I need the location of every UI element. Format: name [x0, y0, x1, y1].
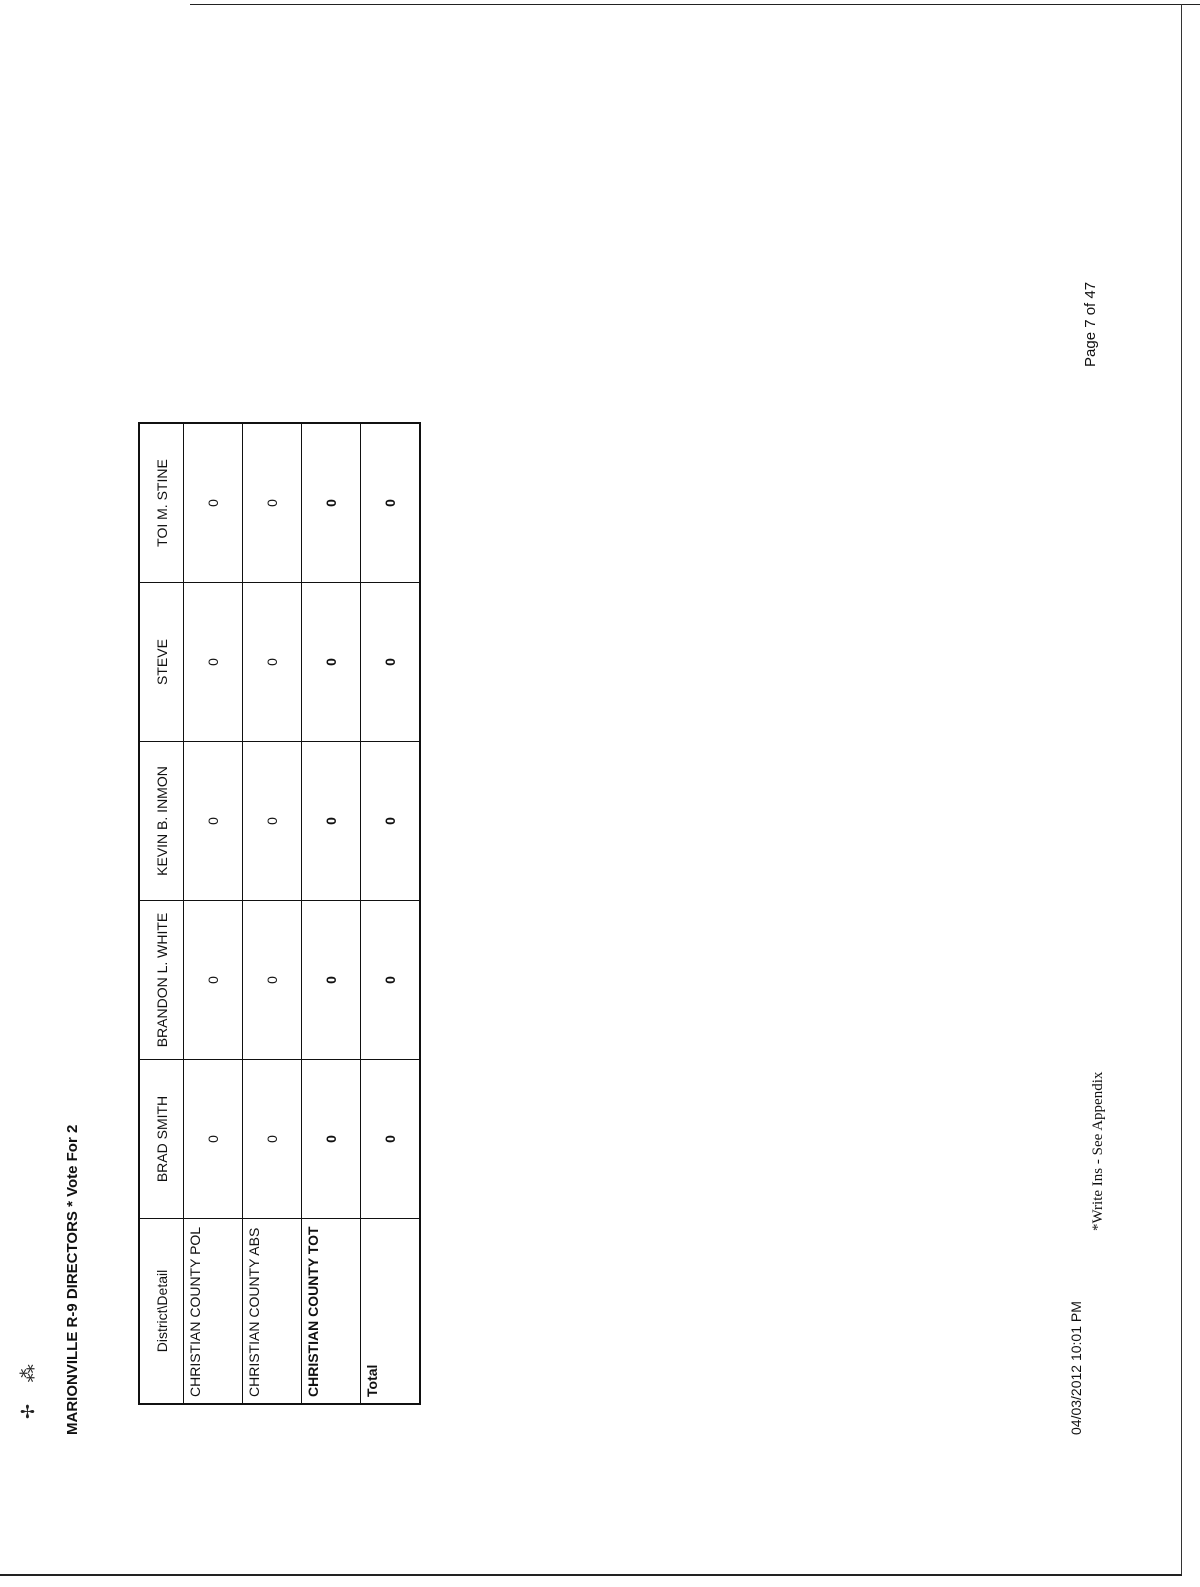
vote-count-cell: 0 [184, 1060, 243, 1219]
vote-count-cell: 0 [302, 423, 361, 583]
vote-count-cell: 0 [243, 583, 302, 742]
table-row [243, 423, 302, 1404]
results-table [138, 422, 421, 1405]
write-ins-note: *Write Ins - See Appendix [1090, 1071, 1106, 1231]
table-total-row [361, 423, 421, 1404]
column-header-candidate: STEVE [139, 583, 184, 742]
column-header-candidate: BRAD SMITH [139, 1060, 184, 1219]
vote-count-cell: 0 [243, 901, 302, 1060]
column-header-candidate: BRANDON L. WHITE [139, 901, 184, 1060]
vote-count-cell: 0 [361, 901, 421, 1060]
report-timestamp: 04/03/2012 10:01 PM [1068, 1301, 1084, 1435]
table-header-row [139, 423, 184, 1404]
vote-count-cell: 0 [243, 1060, 302, 1219]
table-row [302, 423, 361, 1404]
vote-count-cell: 0 [361, 583, 421, 742]
vote-count-cell: 0 [243, 742, 302, 901]
column-header-district: District\Detail [139, 1219, 184, 1405]
row-label: CHRISTIAN COUNTY TOT [302, 1219, 361, 1405]
row-label: CHRISTIAN COUNTY ABS [243, 1219, 302, 1405]
vote-count-cell: 0 [302, 1060, 361, 1219]
vote-count-cell: 0 [243, 423, 302, 583]
vote-count-cell: 0 [302, 901, 361, 1060]
vote-count-cell: 0 [302, 742, 361, 901]
row-label: CHRISTIAN COUNTY POL [184, 1219, 243, 1405]
vote-count-cell: 0 [302, 583, 361, 742]
table-row [184, 423, 243, 1404]
scan-marks: ✢ ⁂ [18, 1356, 39, 1419]
vote-count-cell: 0 [184, 583, 243, 742]
row-label: Total [361, 1219, 421, 1405]
vote-count-cell: 0 [184, 901, 243, 1060]
page-number: Page 7 of 47 [1082, 281, 1099, 367]
report-title: MARIONVILLE R-9 DIRECTORS * Vote For 2 [64, 1124, 81, 1435]
column-header-candidate: TOI M. STINE [139, 423, 184, 583]
column-header-candidate: KEVIN B. INMON [139, 742, 184, 901]
vote-count-cell: 0 [361, 423, 421, 583]
vote-count-cell: 0 [361, 742, 421, 901]
vote-count-cell: 0 [184, 742, 243, 901]
vote-count-cell: 0 [361, 1060, 421, 1219]
vote-count-cell: 0 [184, 423, 243, 583]
